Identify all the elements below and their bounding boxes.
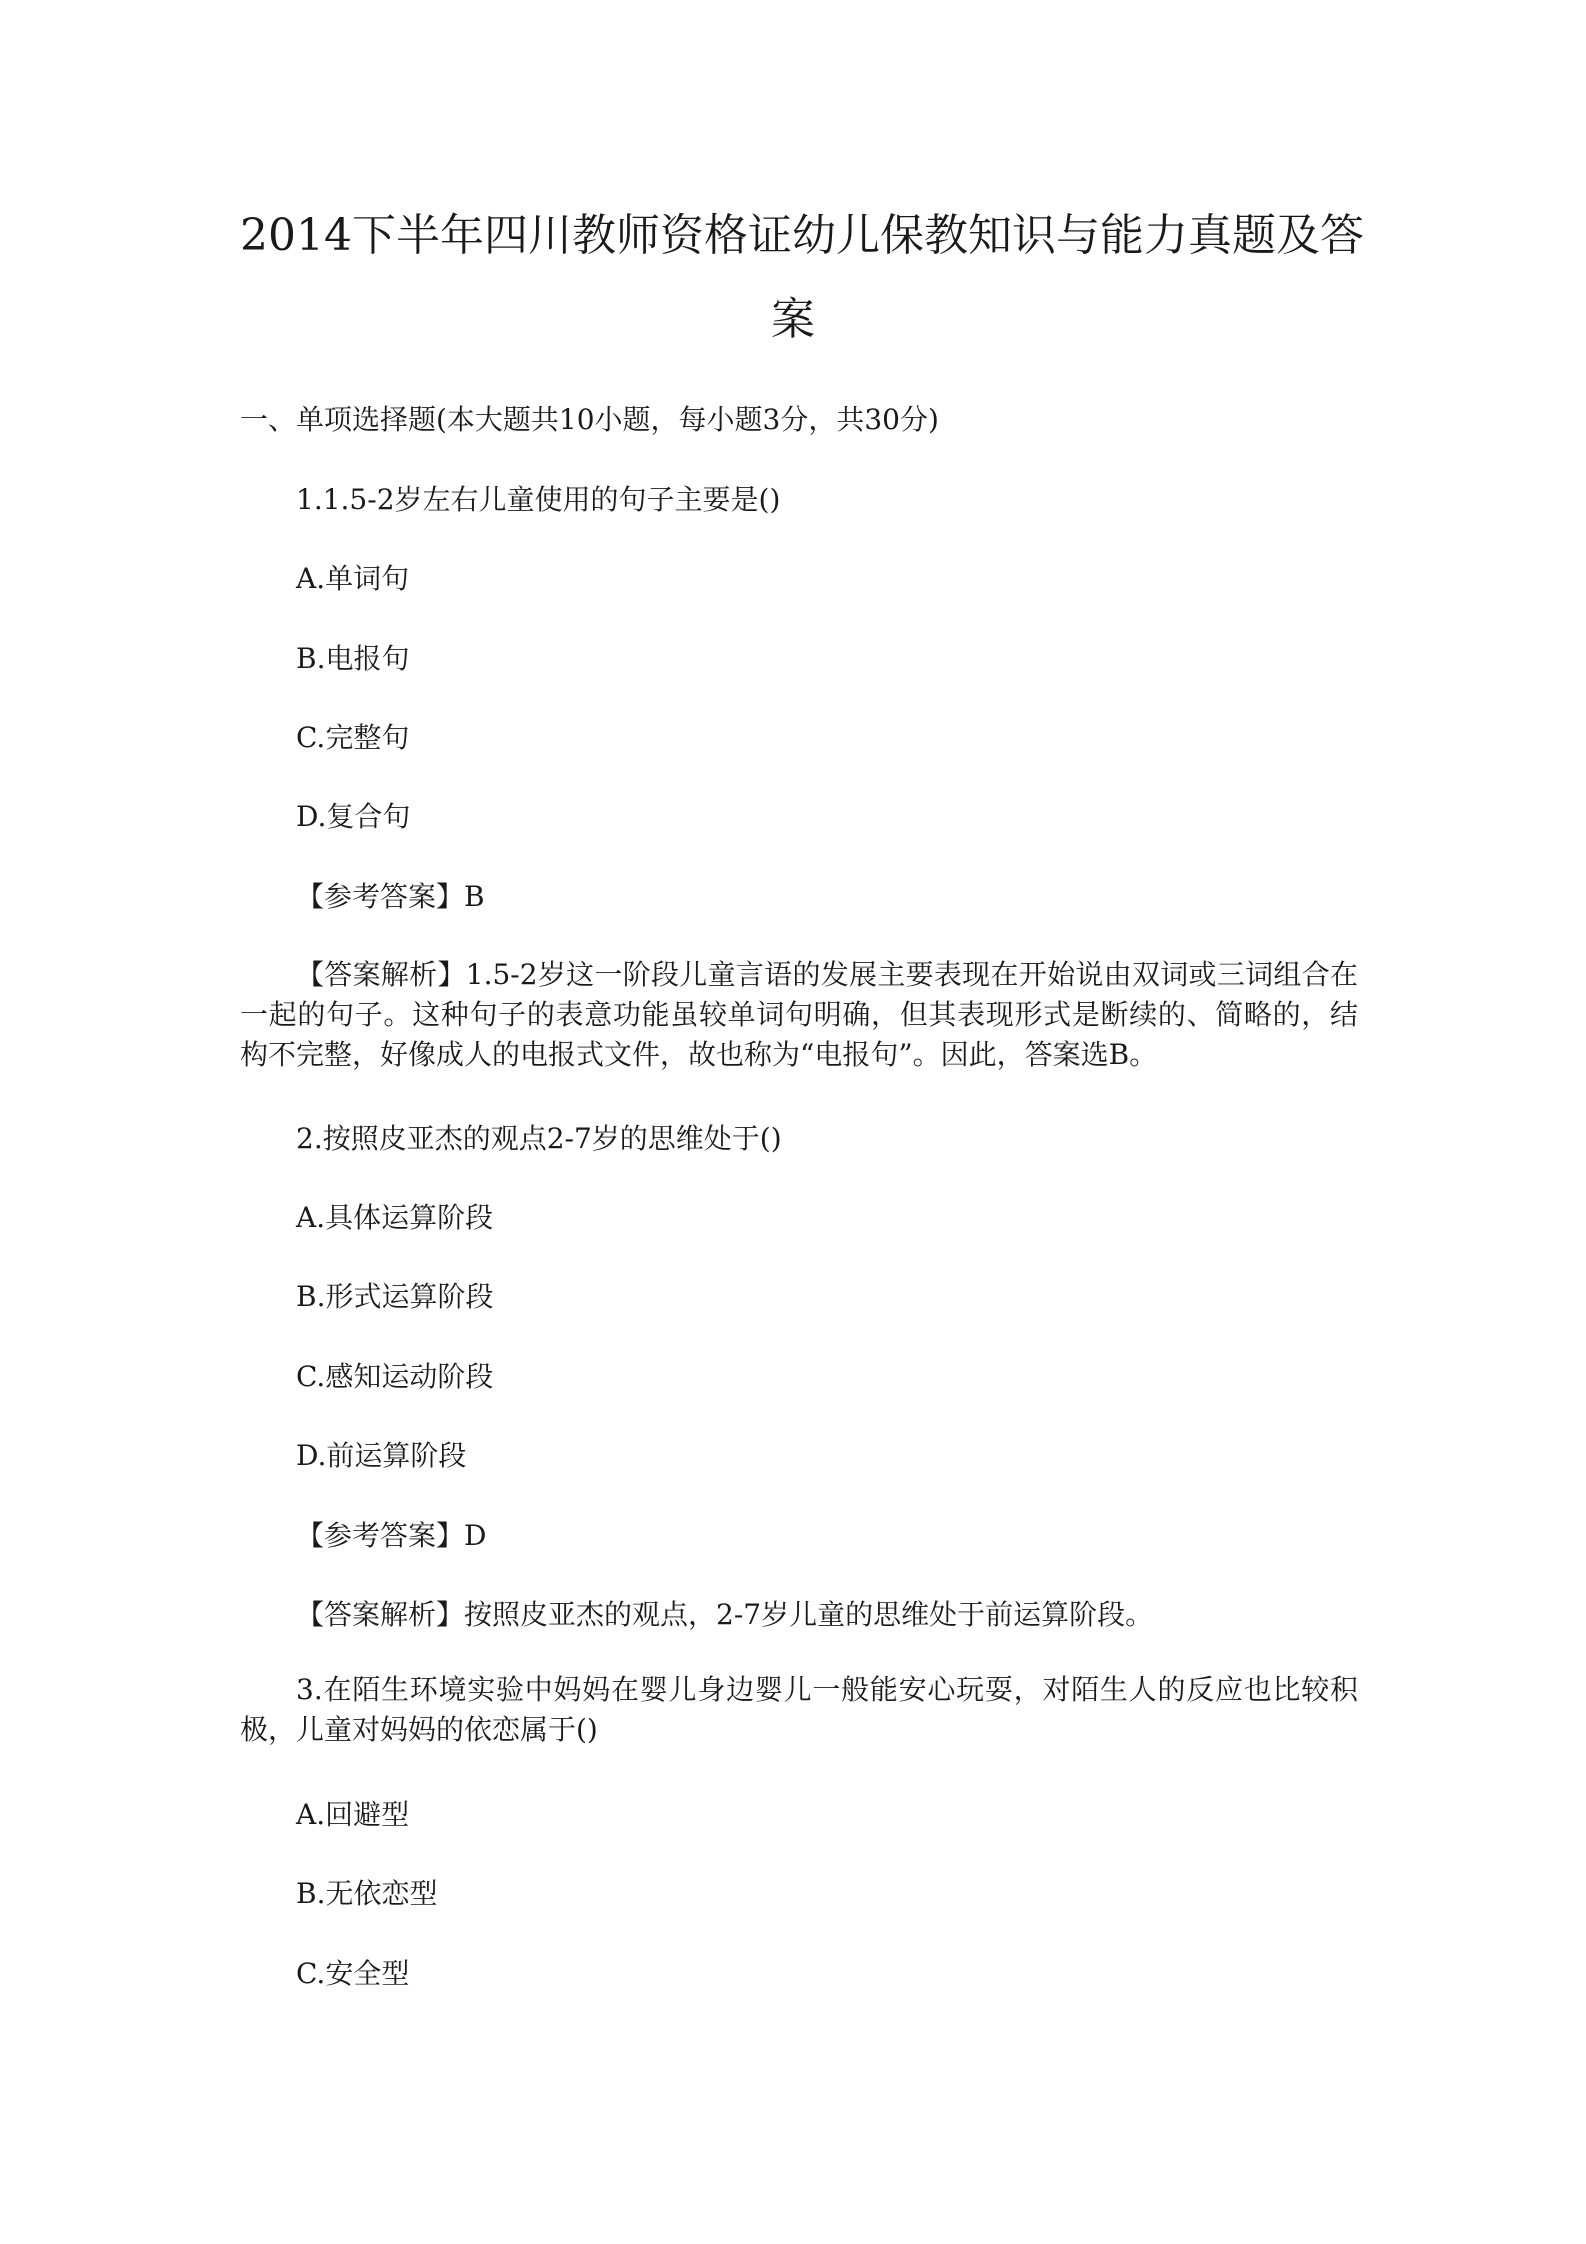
analysis-label: 【答案解析】 xyxy=(296,958,466,991)
analysis-text: 按照皮亚杰的观点，2-7岁儿童的思维处于前运算阶段。 xyxy=(464,1598,1154,1631)
analysis-label: 【答案解析】 xyxy=(296,1598,465,1631)
question-1-option-d: D.复合句 xyxy=(296,800,411,833)
question-1-option-b: B.电报句 xyxy=(296,642,410,675)
question-2-analysis xyxy=(296,1600,1153,1630)
question-2-option-d: D.前运算阶段 xyxy=(296,1439,467,1472)
question-2-option-c: C.感知运动阶段 xyxy=(296,1360,494,1393)
question-3-option-a: A.回避型 xyxy=(296,1798,410,1831)
document-title-line-2: 案 xyxy=(771,294,815,345)
question-2-option-a: A.具体运算阶段 xyxy=(296,1201,494,1234)
question-3-stem: 3.在陌生环境实验中妈妈在婴儿身边婴儿一般能安心玩耍，对陌生人的反应也比较积极，儿童对妈妈的依恋属于() xyxy=(240,1673,1358,1746)
question-1-option-a: A.单词句 xyxy=(296,562,410,595)
question-1-answer: 【参考答案】B xyxy=(296,880,485,913)
question-2-answer: 【参考答案】D xyxy=(296,1519,487,1552)
analysis-text: 1.5-2岁这一阶段儿童言语的发展主要表现在开始说由双词或三词组合在一起的句子。这种句子的表意功能虽较单词句明确，但其表现形式是断续的、简略的，结构不完整，好像成人的电报式文件，故也称为“电报句”。因此，答案选B。 xyxy=(240,958,1358,1071)
question-1-stem: 1.1.5-2岁左右儿童使用的句子主要是() xyxy=(296,483,781,516)
question-1-analysis xyxy=(240,955,1358,1075)
question-2-option-b: B.形式运算阶段 xyxy=(296,1280,494,1313)
document-title-line-1: 2014下半年四川教师资格证幼儿保教知识与能力真题及答 xyxy=(240,210,1364,261)
question-3-option-b: B.无依恋型 xyxy=(296,1877,438,1910)
question-1-option-c: C.完整句 xyxy=(296,721,410,754)
section-heading: 一、单项选择题(本大题共10小题，每小题3分，共30分) xyxy=(240,403,939,436)
question-2-stem: 2.按照皮亚杰的观点2-7岁的思维处于() xyxy=(296,1122,782,1155)
question-3-option-c: C.安全型 xyxy=(296,1957,410,1990)
